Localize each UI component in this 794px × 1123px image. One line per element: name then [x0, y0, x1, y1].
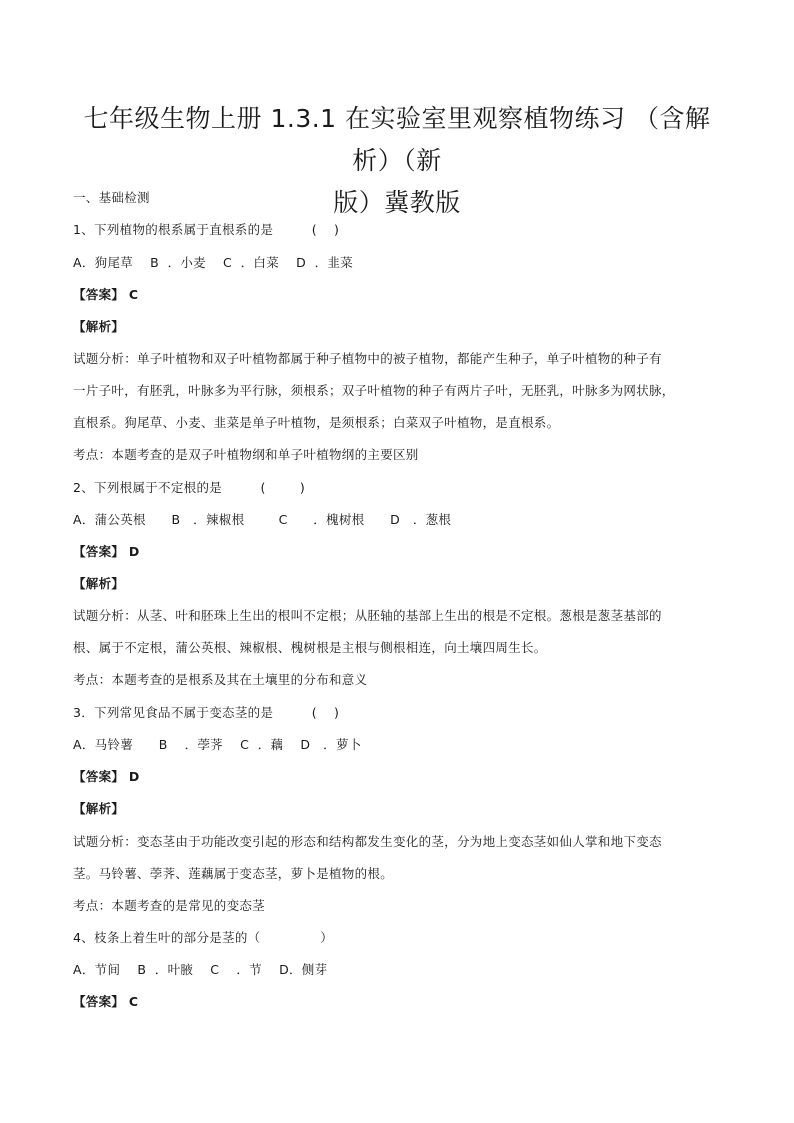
q4-options: A．节间 B ．叶腋 C ．节 D．侧芽: [73, 962, 328, 977]
q1-analysis-label: 【解析】: [73, 319, 125, 334]
q3-options: A．马铃薯 B ．荸荠 C ．藕 D ．萝卜: [73, 737, 362, 752]
q2-answer: 【答案】 D: [73, 544, 140, 559]
q1-analysis-line-2: 一片子叶，有胚乳，叶脉多为平行脉，须根系；双子叶植物的种子有两片子叶，无胚乳，叶脉多为网状脉，: [73, 383, 675, 398]
q2-analysis-line-1: 试题分析：从茎、叶和胚珠上生出的根叫不定根；从胚轴的基部上生出的根是不定根。葱根是葱茎基部的: [73, 608, 662, 623]
q2-stem: 2、下列根属于不定根的是 ( ): [73, 480, 306, 495]
q4-answer: 【答案】 C: [73, 994, 139, 1009]
q3-point: 考点：本题考查的是常见的变态茎: [73, 898, 266, 913]
title-line-2: 版）冀教版: [333, 188, 461, 217]
q1-point: 考点：本题考查的是双子叶植物纲和单子叶植物纲的主要区别: [73, 447, 419, 462]
q2-analysis-line-2: 根、属于不定根，蒲公英根、辣椒根、槐树根是主根与侧根相连，向土壤四周生长。: [73, 640, 547, 655]
title-line-1: 七年级生物上册 1.3.1 在实验室里观察植物练习 （含解析）（新: [83, 104, 711, 175]
q1-analysis-line-3: 直根系。狗尾草、小麦、韭菜是单子叶植物，是须根系；白菜双子叶植物，是直根系。: [73, 415, 560, 430]
section-heading: 一、基础检测: [73, 190, 150, 205]
q3-stem: 3．下列常见食品不属于变态茎的是 ( ): [73, 705, 340, 720]
q3-analysis-label: 【解析】: [73, 801, 125, 816]
q4-stem: 4、枝条上着生叶的部分是茎的（ ）: [73, 930, 334, 945]
q2-point: 考点：本题考查的是根系及其在土壤里的分布和意义: [73, 672, 368, 687]
q3-analysis-line-1: 试题分析：变态茎由于功能改变引起的形态和结构都发生变化的茎，分为地上变态茎如仙人掌和地下变态: [73, 834, 662, 849]
q1-answer: 【答案】 C: [73, 287, 139, 302]
q1-options: A．狗尾草 B ．小麦 C ．白菜 D ．韭菜: [73, 255, 354, 270]
q1-stem: 1、下列植物的根系属于直根系的是 ( ): [73, 222, 340, 237]
q3-answer: 【答案】 D: [73, 769, 140, 784]
q3-analysis-line-2: 茎。马铃薯、荸荠、莲藕属于变态茎，萝卜是植物的根。: [73, 866, 394, 881]
q2-options: A．蒲公英根 B ．辣椒根 C ．槐树根 D ．葱根: [73, 512, 452, 527]
q1-analysis-line-1: 试题分析：单子叶植物和双子叶植物都属于种子植物中的被子植物，都能产生种子，单子叶植物的种子有: [73, 351, 662, 366]
q2-analysis-label: 【解析】: [73, 576, 125, 591]
